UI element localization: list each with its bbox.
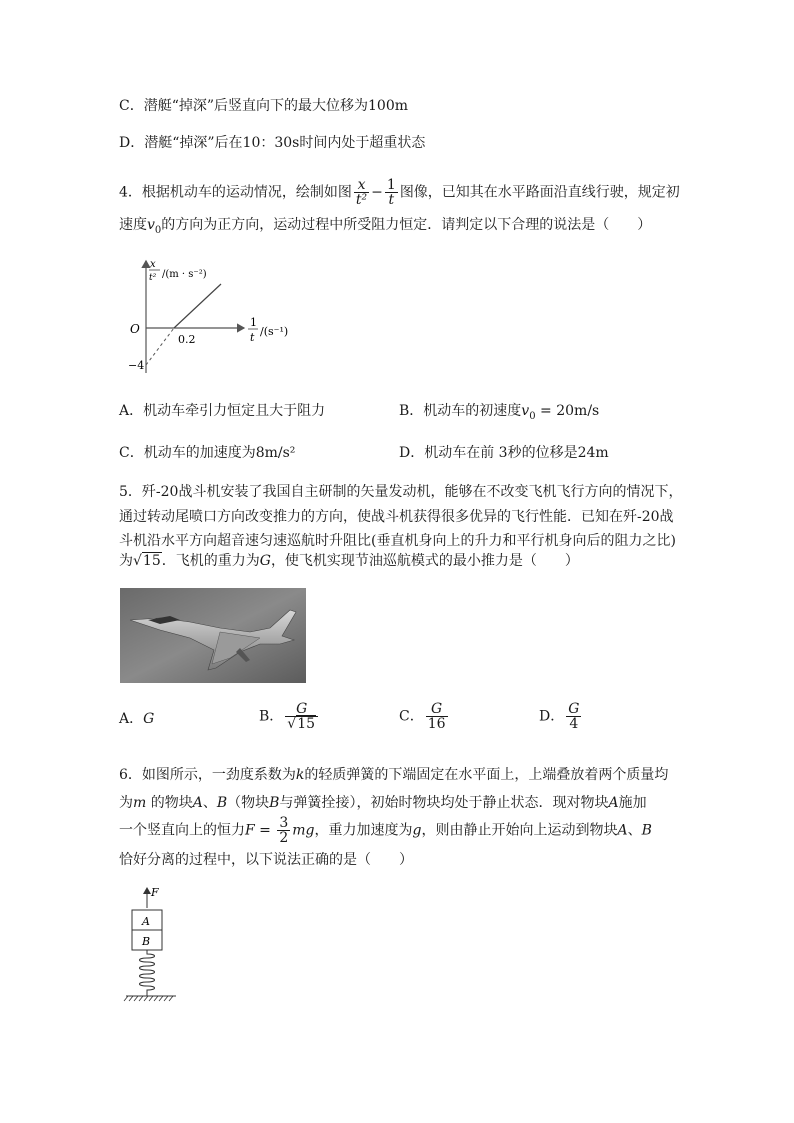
q6-stem-line3: 一个竖直向上的恒力F = $\frac{3}{2}$ mg，重力加速度为g，则由静止开始向上运动到物块A、B: [119, 815, 652, 846]
q5-option-a: A．G: [119, 711, 155, 727]
q6-spring-figure: [120, 884, 190, 1009]
q4-frac-x-t2: $\frac{x}{\text{t²}}$: [355, 177, 368, 208]
q4-option-b: B．机动车的初速度$v_0 = 20m/s$: [399, 403, 600, 422]
q4-option-c: C．机动车的加速度为8m/s²: [119, 445, 296, 461]
q5-stem-line2: 通过转动尾喷口方向改变推力的方向，使战斗机获得很多优异的飞行性能．已知在歼-20战: [119, 509, 674, 525]
force-label: F: [151, 886, 159, 899]
q3-option-d: D．潜艇“掉深”后在10：30s时间内处于超重状态: [119, 135, 426, 151]
y-tick-label: −4: [128, 359, 145, 372]
q5-option-c: C． $\frac{G}{16}$: [399, 701, 446, 732]
q6-stem-line4: 恰好分离的过程中，以下说法正确的是（ ）: [119, 852, 413, 868]
x-tick-label: 0.2: [178, 333, 196, 346]
graph-line: [174, 284, 221, 328]
y-label-den: t²: [149, 273, 157, 283]
q4-frac-1-t: $\frac{1}{t}$: [386, 177, 396, 208]
svg-text:B: B: [142, 935, 151, 948]
svg-text:A: A: [142, 915, 150, 928]
q5-stem-line1: 5．歼-20战斗机安装了我国自主研制的矢量发动机，能够在不改变飞机飞行方向的情况下，: [119, 484, 683, 500]
x-label-den: t: [250, 331, 255, 344]
q4-option-a: A．机动车牵引力恒定且大于阻力: [119, 403, 326, 419]
q4-stem-line2: 速度$v_0$的方向为正方向，运动过程中所受阻力恒定．请判定以下合理的说法是（ ）: [119, 217, 652, 236]
origin-label: O: [130, 322, 140, 336]
q5-stem-line4: 为√15．飞机的重力为G，使飞机实现节油巡航模式的最小推力是（ ）: [119, 553, 579, 569]
q4-option-d: D．机动车在前 3秒的位移是24m: [399, 445, 609, 461]
q6-stem-line2: 为m 的物块A、B（物块B与弹簧拴接），初始时物块均处于静止状态．现对物块A施加: [119, 795, 647, 811]
fighter-jet-photo: [120, 588, 306, 683]
y-label-unit: /(m · s⁻²): [162, 269, 207, 280]
graph-line-extension: [146, 328, 174, 365]
q4-stem-line1: 4．根据机动车的运动情况，绘制如图 $\frac{x}{\text{t²}}$ − $\frac{1}{t}$ 图像，已知其在水平路面沿直线行驶，规定初: [119, 177, 680, 208]
q3-option-c: C．潜艇“掉深”后竖直向下的最大位移为100m: [119, 98, 409, 114]
q5-option-b: B． $\frac{G}{√15}$: [259, 702, 320, 731]
q4-graph: [128, 255, 318, 380]
y-label-num: x: [150, 259, 156, 270]
q6-stem-line1: 6．如图所示，一劲度系数为k的轻质弹簧的下端固定在水平面上，上端叠放着两个质量均: [119, 767, 669, 783]
x-label-unit: /(s⁻¹): [260, 325, 289, 338]
q5-option-d: D． $\frac{G}{4}$: [539, 701, 580, 732]
q5-stem-line3: 斗机沿水平方向超音速匀速巡航时升阻比(垂直机身向上的升力和平行机身向后的阻力之比): [119, 533, 676, 549]
spring: [140, 950, 155, 996]
x-label-num: 1: [250, 316, 257, 329]
